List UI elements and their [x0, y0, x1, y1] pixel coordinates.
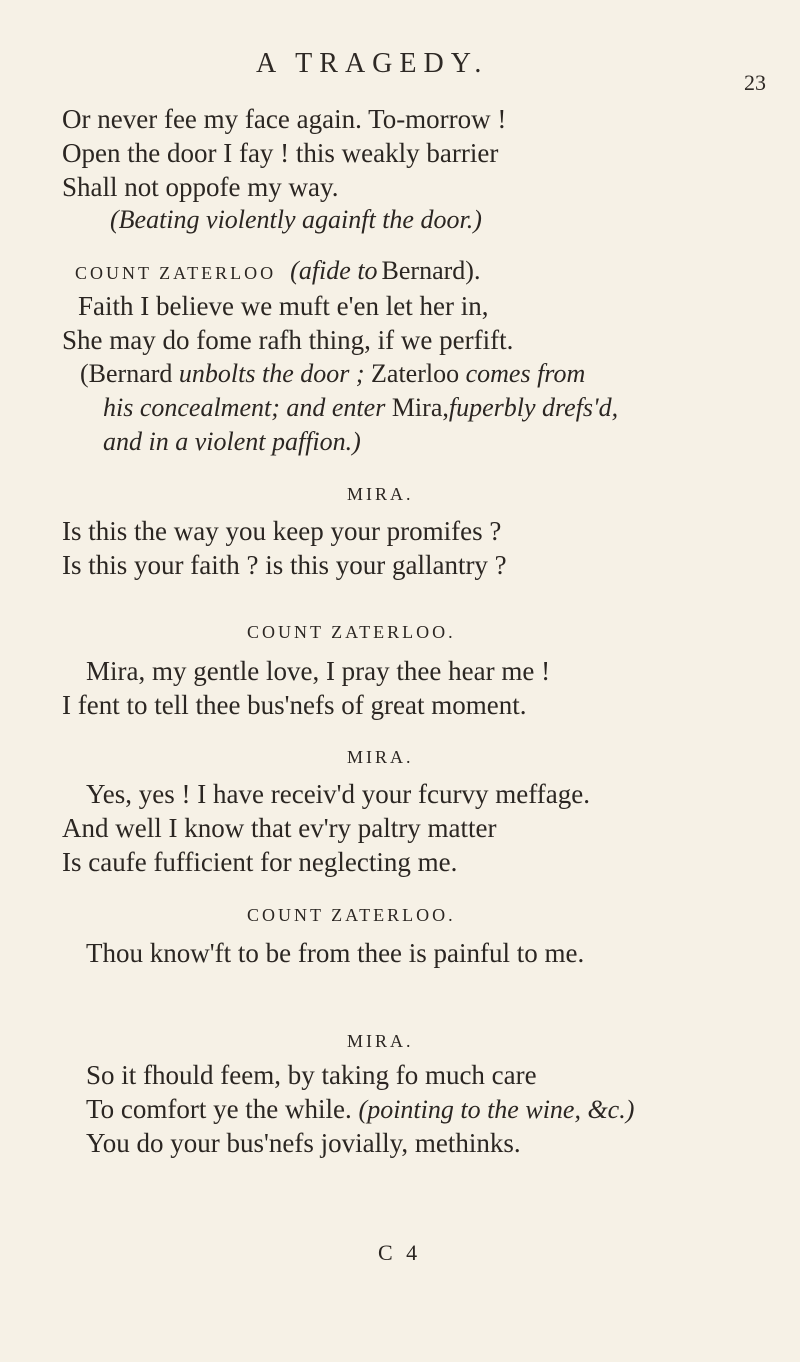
verse-line: Or never fee my face again. To-morrow !: [62, 104, 507, 134]
verse-line: Open the door I fay ! this weakly barrier: [62, 138, 499, 168]
speaker-name: COUNT ZATERLOO.: [247, 905, 456, 925]
verse-line: Is caufe fufficient for neglecting me.: [62, 847, 458, 877]
page-number: 23: [744, 70, 766, 95]
signature-mark: C 4: [378, 1240, 422, 1265]
verse-line: I fent to tell thee bus'nefs of great moment.: [62, 690, 527, 720]
verse-line: She may do fome rafh thing, if we perfift.: [62, 325, 514, 355]
aside-character: Bernard: [381, 256, 466, 285]
verse-line: And well I know that ev'ry paltry matter: [62, 813, 497, 843]
verse-line: Thou know'ft to be from thee is painful to me.: [86, 938, 585, 968]
stage-part: his concealment; and enter: [103, 393, 386, 422]
verse-text: To comfort ye the while.: [86, 1094, 352, 1124]
speaker-with-aside: [75, 256, 480, 286]
stage-direction: [103, 392, 618, 424]
stage-part: Zaterloo: [371, 359, 460, 388]
stage-direction: [80, 358, 585, 390]
stage-part: Mira,: [391, 393, 449, 422]
verse-line: Is this your faith ? is this your gallantry ?: [62, 550, 507, 580]
verse-line: Faith I believe we muft e'en let her in,: [78, 291, 489, 321]
aside-direction: (afide to: [290, 256, 378, 285]
verse-line: [86, 1093, 634, 1126]
stage-part: fuperbly drefs'd,: [448, 393, 619, 422]
verse-line: Is this the way you keep your promifes ?: [62, 516, 502, 546]
speaker-name: MIRA.: [347, 484, 414, 504]
stage-part: (Bernard: [80, 359, 173, 388]
inline-stage-direction: (pointing to the wine, &c.): [358, 1095, 635, 1124]
verse-line: So it fhould feem, by taking fo much care: [86, 1060, 537, 1090]
verse-line: You do your bus'nefs jovially, methinks.: [86, 1128, 521, 1158]
running-head: A TRAGEDY.: [256, 48, 489, 79]
verse-line: Shall not oppofe my way.: [62, 172, 339, 202]
speaker-name: COUNT ZATERLOO: [75, 263, 277, 283]
speaker-name: MIRA.: [347, 747, 414, 767]
speaker-name: MIRA.: [347, 1031, 414, 1051]
speaker-name: COUNT ZATERLOO.: [247, 622, 456, 642]
verse-line: Mira, my gentle love, I pray thee hear me !: [86, 656, 551, 686]
stage-part: unbolts the door ;: [178, 359, 365, 388]
aside-close: ).: [465, 256, 481, 285]
stage-direction: (Beating violently againft the door.): [110, 205, 482, 234]
stage-part: comes from: [465, 359, 586, 388]
stage-direction: and in a violent paffion.): [103, 427, 361, 456]
verse-line: Yes, yes ! I have receiv'd your fcurvy meffage.: [86, 779, 590, 809]
